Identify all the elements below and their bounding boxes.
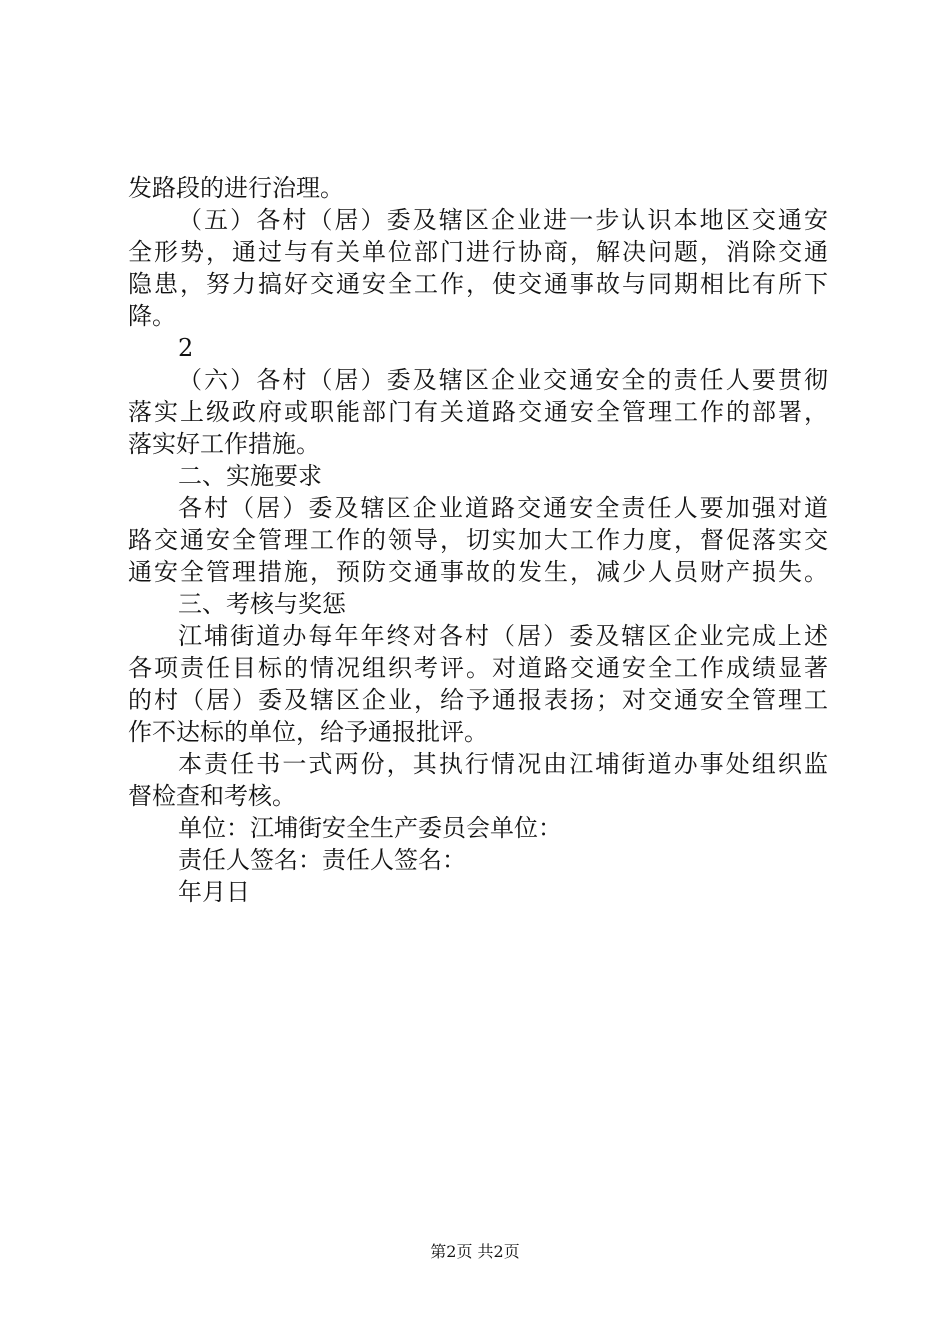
paragraph-line: 各项责任目标的情况组织考评。对道路交通安全工作成绩显著 [128, 654, 828, 682]
paragraph-line: 作不达标的单位，给予通报批评。 [128, 718, 488, 746]
paragraph-line: （六）各村（居）委及辖区企业交通安全的责任人要贯彻 [178, 366, 828, 394]
paragraph-line: 督检查和考核。 [128, 782, 296, 810]
paragraph-line: 本责任书一式两份，其执行情况由江埔街道办事处组织监 [178, 750, 828, 778]
section-heading: 二、实施要求 [178, 462, 322, 490]
paragraph-line: 的村（居）委及辖区企业，给予通报表扬；对交通安全管理工 [128, 686, 828, 714]
paragraph-line: 路交通安全管理工作的领导，切实加大工作力度，督促落实交 [128, 526, 828, 554]
paragraph-line: 通安全管理措施，预防交通事故的发生，减少人员财产损失。 [128, 558, 828, 586]
paragraph-line: 落实好工作措施。 [128, 430, 320, 458]
paragraph-line: 隐患，努力搞好交通安全工作，使交通事故与同期相比有所下 [128, 270, 828, 298]
paragraph-line: 发路段的进行治理。 [128, 174, 344, 202]
paragraph-line: 全形势，通过与有关单位部门进行协商，解决问题，消除交通 [128, 238, 828, 266]
paragraph-line: 降。 [128, 302, 176, 330]
page-footer: 第2页 共2页 [430, 1242, 520, 1261]
paragraph-line: （五）各村（居）委及辖区企业进一步认识本地区交通安 [178, 206, 828, 234]
paragraph-line: 各村（居）委及辖区企业道路交通安全责任人要加强对道 [178, 494, 828, 522]
signature-unit-line: 单位：江埔街安全生产委员会单位： [178, 814, 562, 842]
signature-person-line: 责任人签名：责任人签名： [178, 846, 466, 874]
section-heading: 三、考核与奖惩 [178, 590, 346, 618]
document-body [128, 172, 828, 908]
paragraph-line: 江埔街道办每年年终对各村（居）委及辖区企业完成上述 [178, 622, 828, 650]
signature-date-line: 年月日 [178, 878, 250, 906]
page-number-text: 2 [178, 334, 194, 362]
paragraph-line: 落实上级政府或职能部门有关道路交通安全管理工作的部署， [128, 398, 828, 426]
